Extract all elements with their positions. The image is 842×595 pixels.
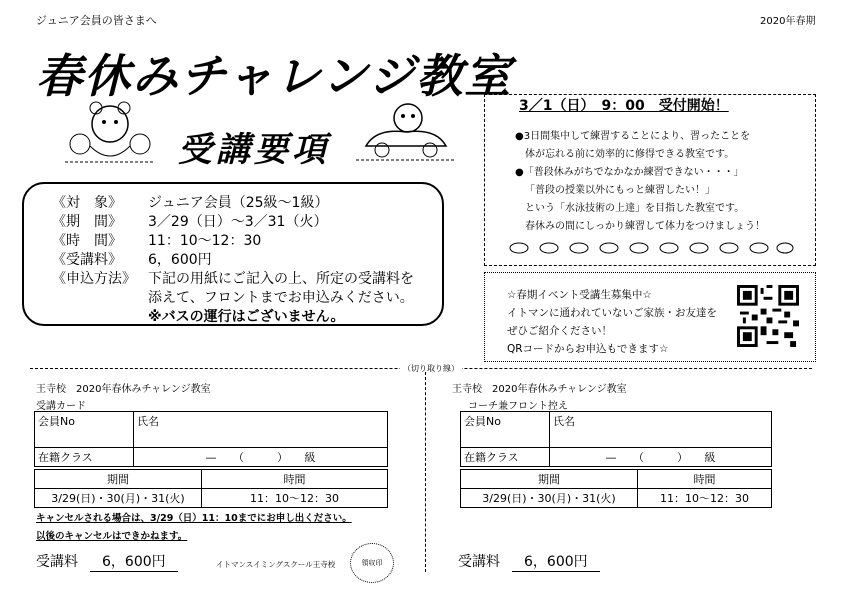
cancel-notice: キャンセルされる場合は、3/29（日）11：10までにお申し出ください。	[36, 513, 352, 524]
info-row-fee: 《受講料》 6，600円	[52, 252, 212, 268]
box1-line: ●3日間集中して練習することにより、習ったことを	[515, 131, 751, 142]
greeting: ジュニア会員の皆さまへ	[36, 14, 157, 27]
box2-line: ぜひご紹介ください！	[507, 325, 612, 337]
time-header: 時間	[638, 470, 772, 489]
name-field[interactable]: 氏名	[550, 412, 772, 448]
time-header: 時間	[202, 470, 388, 489]
fee-label: 受講料	[458, 554, 500, 570]
period-header: 期間	[461, 470, 638, 489]
box2-line: QRコードからお申込もできます☆	[507, 343, 669, 355]
qr-code-icon[interactable]	[737, 285, 799, 347]
page-title: 春休みチャレンジ教室	[36, 49, 513, 103]
fee-value: 6，600円	[90, 551, 178, 572]
left-card-title: 受講カード	[36, 401, 86, 412]
box2-line: イトマンに通われていないご家族・お友達を	[507, 307, 717, 319]
left-card-school: 王寺校 2020年春休みチャレンジ教室	[36, 384, 211, 395]
right-schedule-table	[460, 469, 772, 508]
car-illustration	[356, 98, 456, 166]
fee-label: 受講料	[36, 554, 78, 570]
left-card-table	[34, 411, 388, 467]
info-row-target: 《対 象》 ジュニア会員（25級～1級）	[52, 195, 329, 211]
registration-start: 3／1（日） 9：00 受付開始！	[515, 95, 733, 115]
subtitle: 受講要項	[178, 130, 330, 170]
school-name: イトマンスイミングスクール王寺校	[216, 560, 336, 569]
left-fee	[36, 551, 178, 572]
box2-line: ☆春期イベント受講生募集中☆	[507, 289, 652, 301]
period-value: 3/29(日)・30(月)・31(火)	[461, 489, 638, 508]
box1-line: ●「普段休みがちでなかなか練習できない・・・」	[515, 167, 744, 178]
time-value: 11：10～12：30	[638, 489, 772, 508]
info-row-apply: 《申込方法》 下記の用紙にご記入の上、所定の受講料を	[52, 271, 414, 287]
class-field[interactable]: — （ ） 級	[134, 448, 388, 467]
name-field[interactable]: 氏名	[134, 412, 388, 448]
bus-notice: ※バスの運行はございません。	[148, 309, 345, 325]
left-schedule-table	[34, 469, 388, 508]
class-field[interactable]: — （ ） 級	[550, 448, 772, 467]
bears-illustration	[60, 96, 160, 166]
fee-value: 6，600円	[512, 551, 600, 572]
period-value: 3/29(日)・30(月)・31(火)	[35, 489, 202, 508]
cancel-notice-2: 以後のキャンセルはできかねます。	[36, 531, 188, 542]
cut-label: （切り取り線）	[400, 363, 462, 374]
referral-box	[484, 272, 816, 362]
period-header: 期間	[35, 470, 202, 489]
receipt-stamp: 領収印	[350, 543, 394, 583]
box1-line: 「普段の授業以外にもっと練習したい！」	[525, 185, 715, 196]
class-label: 在籍クラス	[35, 448, 134, 467]
box1-line: 春休みの間にしっかり練習して体力をつけましょう！	[525, 221, 765, 232]
class-label: 在籍クラス	[461, 448, 550, 467]
member-no-field[interactable]: 会員No	[35, 412, 134, 448]
right-card-school: 王寺校 2020年春休みチャレンジ教室	[452, 384, 627, 395]
box1-line: 体が忘れる前に効率的に修得できる教室です。	[525, 149, 735, 160]
member-no-field[interactable]: 会員No	[461, 412, 550, 448]
right-card-title: コーチ兼フロント控え	[468, 401, 568, 412]
registration-box	[484, 94, 816, 266]
time-value: 11：10～12：30	[202, 489, 388, 508]
apply-line-2: 添えて、フロントまでお申込みください。	[148, 290, 414, 306]
right-fee	[458, 551, 600, 572]
info-row-time: 《時 間》 11：10～12：30	[52, 233, 262, 249]
info-row-period: 《期 間》 3／29（日）～3／31（火）	[52, 214, 328, 230]
vertical-cut-line	[425, 372, 426, 572]
right-card-table	[460, 411, 772, 467]
fish-border-icon	[505, 237, 795, 259]
season-label: 2020年春期	[760, 16, 816, 27]
box1-line: という「水泳技術の上達」を目指した教室です。	[525, 203, 745, 214]
